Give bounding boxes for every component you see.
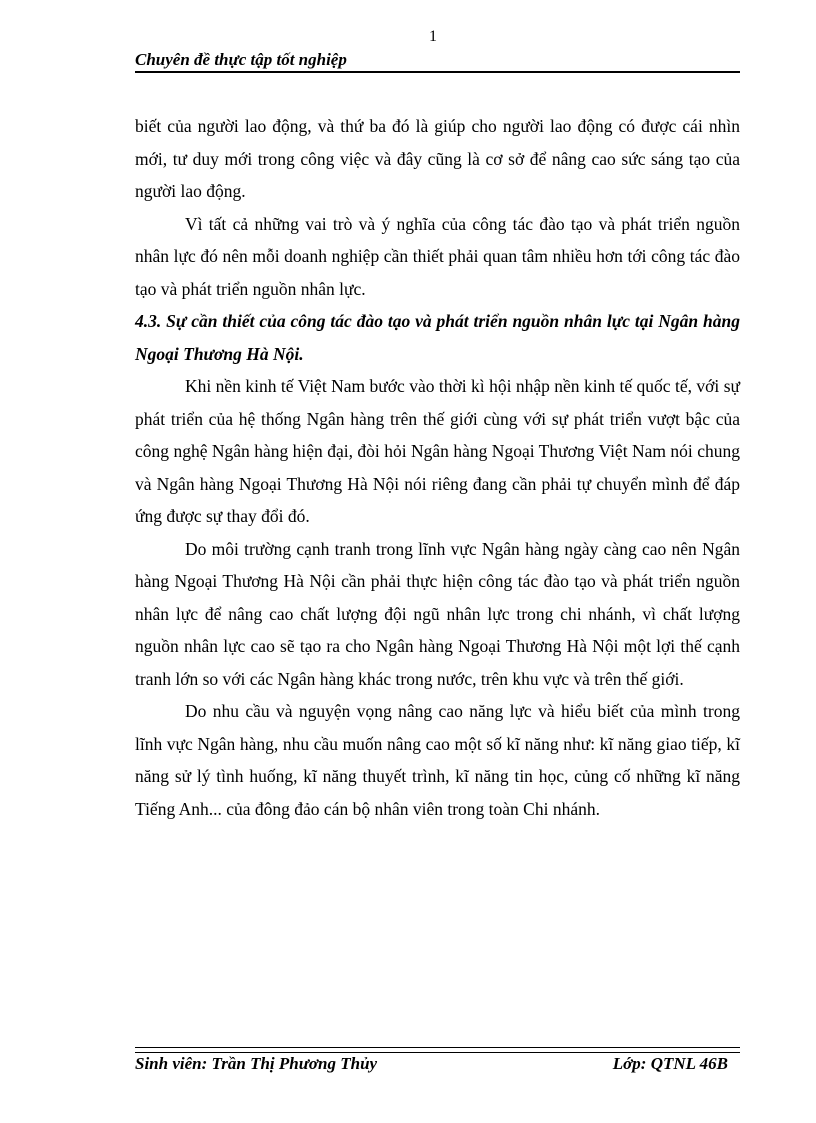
paragraph-economy-integration: Khi nền kinh tế Việt Nam bước vào thời kì hội nhập nền kinh tế quốc tế, với sự phát triển của hệ thống Ngân hàng trên thế giới cùng với sự phát triển vượt bậc của công nghệ Ngân hàng hiện đại, đòi hỏi Ngân hàng Ngoại Thương Việt Nam nói chung và Ngân hàng Ngoại Thương Hà Nội nói riêng đang cần phải tự chuyển mình để đáp ứng được sự thay đổi đó. (135, 376, 740, 526)
footer-divider (135, 1047, 740, 1053)
footer-class: Lớp: QTNL 46B (612, 1054, 728, 1073)
header-title: Chuyên đề thực tập tốt nghiệp (135, 50, 347, 69)
page-header (135, 50, 740, 73)
paragraph-continuation: biết của người lao động, và thứ ba đó là giúp cho người lao động có được cái nhìn mới, tư duy mới trong công việc và đây cũng là cơ sở để nâng cao sức sáng tạo của người lao động. (135, 116, 740, 201)
paragraph-role-summary: Vì tất cả những vai trò và ý nghĩa của công tác đào tạo và phát triển nguồn nhân lực đó nên mỗi doanh nghiệp cần thiết phải quan tâm nhiều hơn tới công tác đào tạo và phát triển nguồn nhân lực. (135, 213, 740, 299)
document-body (135, 110, 740, 825)
paragraph-staff-needs: Do nhu cầu và nguyện vọng nâng cao năng lực và hiểu biết của mình trong lĩnh vực Ngân hàng, nhu cầu muốn nâng cao một số kĩ năng như: kĩ năng giao tiếp, kĩ năng sử lý tình huống, kĩ năng thuyết trình, kĩ năng tin học, củng cố những kĩ năng Tiếng Anh... của đông đảo cán bộ nhân viên trong toàn Chi nhánh. (135, 701, 740, 819)
footer-student: Sinh viên: Trần Thị Phương Thủy (135, 1054, 378, 1073)
paragraph-competition: Do môi trường cạnh tranh trong lĩnh vực Ngân hàng ngày càng cao nên Ngân hàng Ngoại Thương Hà Nội cần phải thực hiện công tác đào tạo và phát triển nguồn nhân lực để nâng cao chất lượng đội ngũ nhân lực trong chi nhánh, vì chất lượng nguồn nhân lực cao sẽ tạo ra cho Ngân hàng Ngoại Thương Hà Nội một lợi thế cạnh tranh lớn so với các Ngân hàng khác trong nước, trên khu vực và trên thế giới. (135, 538, 740, 689)
section-heading: 4.3. Sự cần thiết của công tác đào tạo và phát triển nguồn nhân lực tại Ngân hàng Ngoại Thương Hà Nội. (135, 311, 740, 364)
page-number: 1 (429, 28, 437, 45)
